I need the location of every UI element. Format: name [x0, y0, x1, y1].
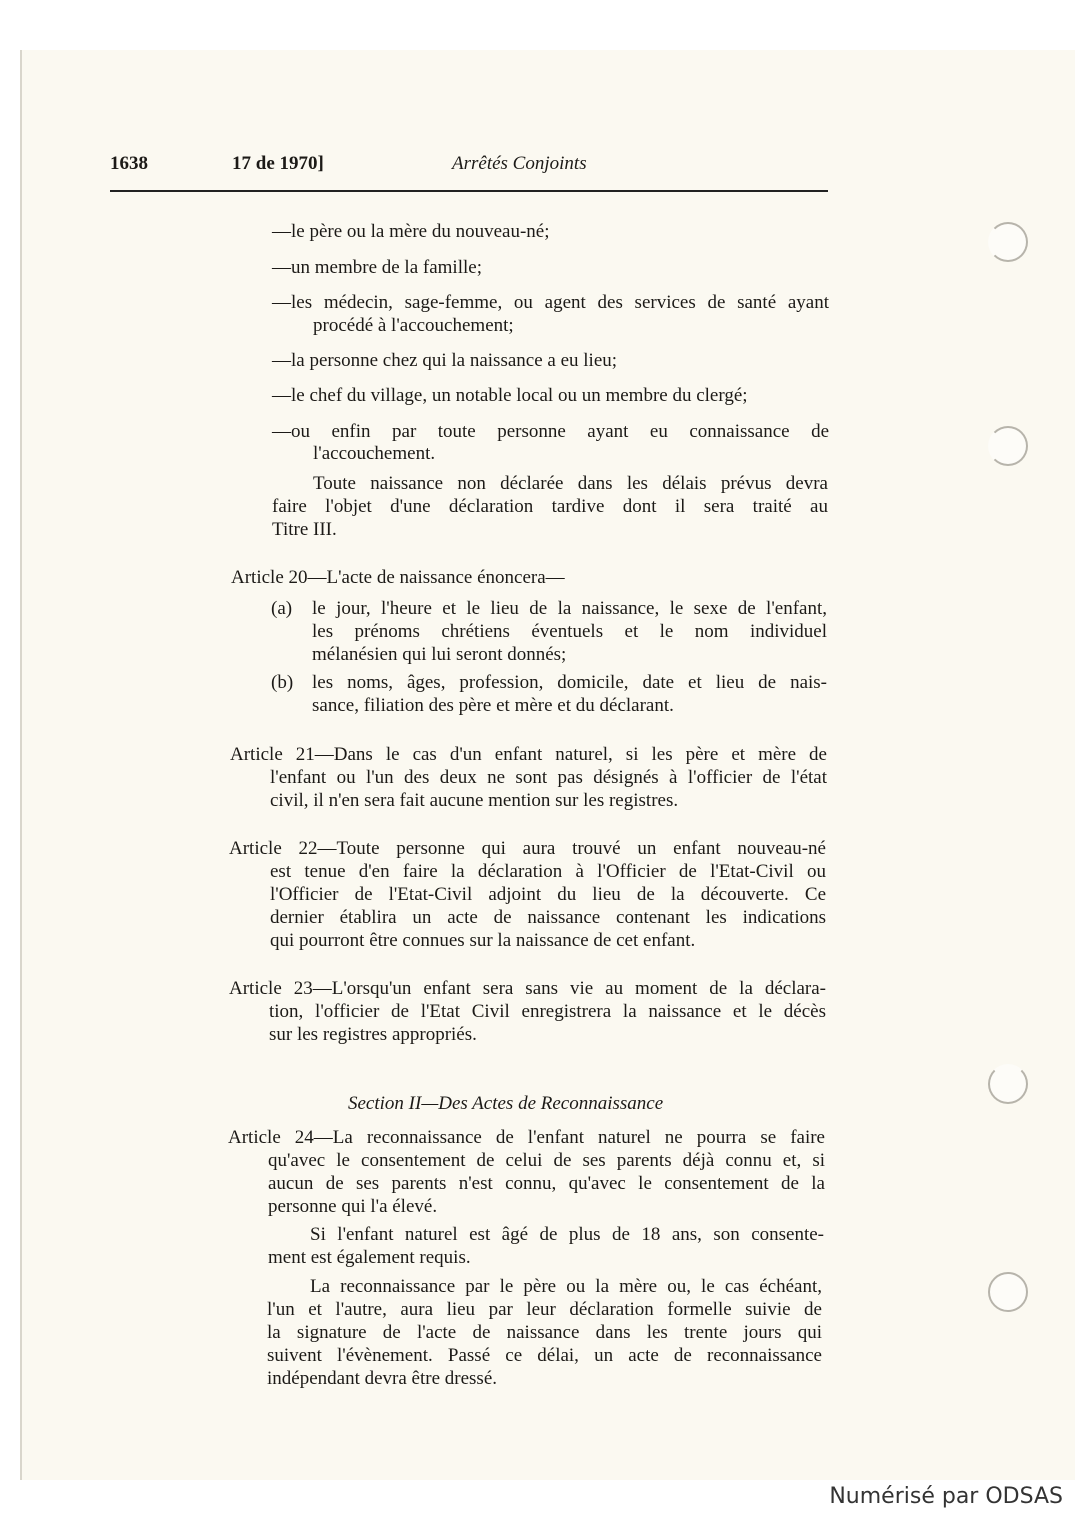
article-23-line: tion, l'officier de l'Etat Civil enregistrera la naissance et le décès	[269, 1001, 826, 1022]
page-title: Arrêtés Conjoints	[452, 153, 587, 174]
list-item: —le père ou la mère du nouveau-né;	[272, 221, 550, 242]
article-22-line: Article 22—Toute personne qui aura trouvé un enfant nouveau-né	[229, 838, 826, 859]
paragraph-line: Titre III.	[272, 519, 337, 540]
article-21-line: Article 21—Dans le cas d'un enfant naturel, si les père et mère de	[230, 744, 827, 765]
article-22-line: l'Officier de l'Etat-Civil adjoint du lieu de la découverte. Ce	[270, 884, 826, 905]
article-21-line: l'enfant ou l'un des deux ne sont pas désignés à l'officier de l'état	[270, 767, 827, 788]
paragraph-line: Toute naissance non déclarée dans les délais prévus devra	[313, 473, 828, 494]
list-item: —la personne chez qui la naissance a eu lieu;	[272, 350, 618, 371]
header-reference: 17 de 1970]	[232, 153, 324, 174]
paragraph-line: Si l'enfant naturel est âgé de plus de 18 ans, son consente-	[310, 1224, 824, 1245]
article-21-line: civil, il n'en sera fait aucune mention sur les registres.	[270, 790, 679, 811]
paragraph-line: indépendant devra être dressé.	[267, 1368, 498, 1389]
article-22-line: est tenue d'en faire la déclaration à l'Officier de l'Etat-Civil ou	[270, 861, 826, 882]
item-a-line: le jour, l'heure et le lieu de la naissance, le sexe de l'enfant,	[312, 598, 827, 619]
item-b-line: les noms, âges, profession, domicile, date et lieu de nais-	[312, 672, 827, 693]
item-b-line: sance, filiation des père et mère et du déclarant.	[312, 695, 674, 716]
binder-hole-2	[988, 426, 1028, 466]
item-a-line: les prénoms chrétiens éventuels et le nom individuel	[312, 621, 827, 642]
item-label-b: (b)	[271, 672, 294, 693]
binder-hole-3	[988, 1064, 1028, 1104]
binder-hole-4	[988, 1272, 1028, 1312]
list-item-continuation: procédé à l'accouchement;	[313, 315, 514, 336]
article-24-line: personne qui l'a élevé.	[268, 1196, 438, 1217]
digitization-watermark: Numérisé par ODSAS	[829, 1484, 1063, 1509]
list-item: —le chef du village, un notable local ou un membre du clergé;	[272, 385, 748, 406]
article-20-heading: Article 20—L'acte de naissance énoncera—	[231, 567, 565, 588]
paragraph-line: la signature de l'acte de naissance dans les trente jours qui	[267, 1322, 822, 1343]
item-label-a: (a)	[271, 598, 293, 619]
article-24-line: aucun de ses parents n'est connu, qu'avec le consentement de la	[268, 1173, 825, 1194]
page-number: 1638	[110, 153, 148, 174]
binder-hole-1	[988, 222, 1028, 262]
article-24-line: Article 24—La reconnaissance de l'enfant naturel ne pourra se faire	[228, 1127, 825, 1148]
section-heading: Section II—Des Actes de Reconnaissance	[348, 1093, 664, 1114]
article-23-line: sur les registres appropriés.	[269, 1024, 477, 1045]
header-rule	[110, 190, 828, 192]
paragraph-line: suivent l'évènement. Passé ce délai, un acte de reconnaissance	[267, 1345, 822, 1366]
paragraph-line: La reconnaissance par le père ou la mère ou, le cas échéant,	[310, 1276, 822, 1297]
list-item: —les médecin, sage-femme, ou agent des services de santé ayant	[272, 292, 829, 313]
item-a-line: mélanésien qui lui seront donnés;	[312, 644, 567, 665]
list-item: —ou enfin par toute personne ayant eu connaissance de	[272, 421, 829, 442]
paragraph-line: ment est également requis.	[268, 1247, 471, 1268]
article-22-line: qui pourront être connues sur la naissance de cet enfant.	[270, 930, 696, 951]
paragraph-line: faire l'objet d'une déclaration tardive dont il sera traité au	[272, 496, 828, 517]
paragraph-line: l'un et l'autre, aura lieu par leur déclaration formelle suivie de	[267, 1299, 822, 1320]
article-22-line: dernier établira un acte de naissance contenant les indications	[270, 907, 826, 928]
list-item: —un membre de la famille;	[272, 257, 482, 278]
article-24-line: qu'avec le consentement de celui de ses parents déjà connu et, si	[268, 1150, 825, 1171]
list-item-continuation: l'accouchement.	[313, 443, 436, 464]
article-23-line: Article 23—L'orsqu'un enfant sera sans vie au moment de la déclara-	[229, 978, 826, 999]
